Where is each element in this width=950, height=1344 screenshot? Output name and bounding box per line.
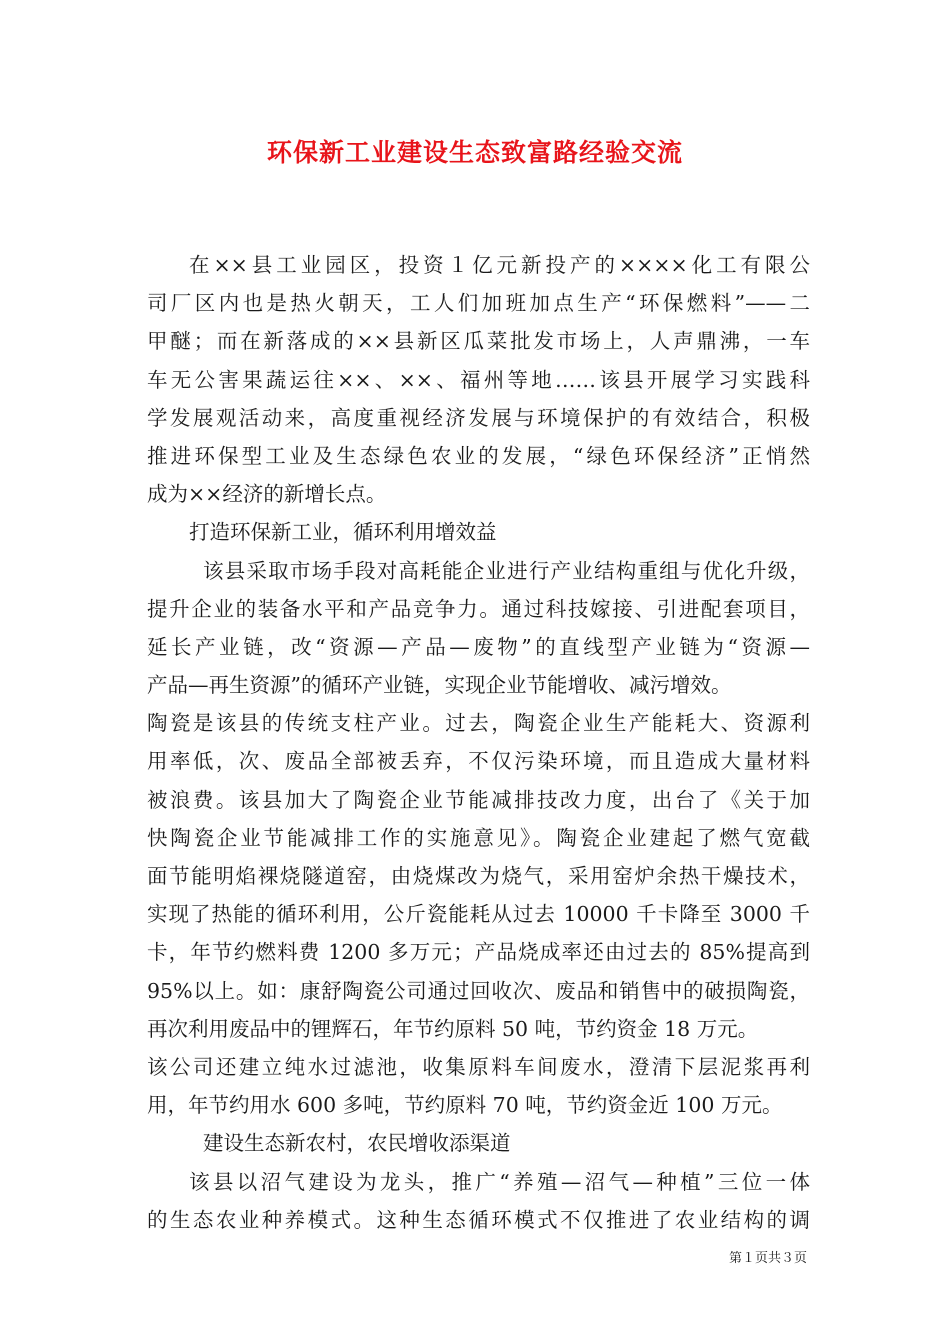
document-body bbox=[147, 246, 810, 1239]
body-line: 学发展观活动来，高度重视经济发展与环境保护的有效结合，积极 bbox=[147, 405, 810, 430]
body-line: 面节能明焰裸烧隧道窑，由烧煤改为烧气，采用窑炉余热干燥技术， bbox=[147, 864, 810, 888]
body-line: 的生态农业种养模式。这种生态循环模式不仅推进了农业结构的调 bbox=[147, 1207, 810, 1232]
body-line: 甲醚；而在新落成的××县新区瓜菜批发市场上，人声鼎沸，一车 bbox=[147, 329, 810, 354]
body-line: 95%以上。如：康舒陶瓷公司通过回收次、废品和销售中的破损陶瓷， bbox=[147, 978, 810, 1003]
body-line: 提升企业的装备水平和产品竞争力。通过科技嫁接、引进配套项目， bbox=[147, 596, 810, 621]
body-line: 在××县工业园区，投资１亿元新投产的××××化工有限公 bbox=[189, 253, 810, 277]
body-line: 用，年节约用水 600 多吨，节约原料 70 吨，节约资金近 100 万元。 bbox=[147, 1093, 783, 1118]
body-line: 实现了热能的循环利用，公斤瓷能耗从过去 10000 千卡降至 3000 千 bbox=[147, 902, 810, 927]
document-title: 环保新工业建设生态致富路经验交流 bbox=[266, 138, 683, 167]
body-line: 车无公害果蔬运往××、××、福州等地……该县开展学习实践科 bbox=[147, 367, 810, 392]
section-heading: 建设生态新农村，农民增收添渠道 bbox=[203, 1131, 511, 1156]
body-line: 再次利用废品中的锂辉石，年节约原料 50 吨，节约资金 18 万元。 bbox=[147, 1016, 759, 1041]
body-line: 司厂区内也是热火朝天，工人们加班加点生产“环保燃料”——二 bbox=[147, 291, 810, 316]
body-line: 产品—再生资源”的循环产业链，实现企业节能增收、减污增效。 bbox=[147, 673, 732, 698]
body-line: 成为××经济的新增长点。 bbox=[147, 482, 387, 507]
body-line: 该公司还建立纯水过滤池，收集原料车间废水，澄清下层泥浆再利 bbox=[147, 1054, 810, 1079]
page-number: 第１页共３页 bbox=[728, 1251, 807, 1266]
body-line: 被浪费。该县加大了陶瓷企业节能减排技改力度，出台了《关于加 bbox=[147, 787, 810, 812]
body-line: 延长产业链，改“资源—产品—废物”的直线型产业链为“资源— bbox=[147, 634, 810, 659]
body-line: 用率低，次、废品全部被丢弃，不仅污染环境，而且造成大量材料 bbox=[147, 749, 810, 774]
section-heading: 打造环保新工业，循环利用增效益 bbox=[189, 520, 497, 545]
body-line: 该县以沼气建设为龙头，推广“养殖—沼气—种植”三位一体 bbox=[189, 1169, 810, 1194]
body-line: 推进环保型工业及生态绿色农业的发展，“绿色环保经济”正悄然 bbox=[147, 443, 810, 468]
body-line: 陶瓷是该县的传统支柱产业。过去，陶瓷企业生产能耗大、资源利 bbox=[147, 711, 810, 736]
body-line: 卡，年节约燃料费 1200 多万元；产品烧成率还由过去的 85%提高到 bbox=[147, 940, 810, 965]
body-line: 快陶瓷企业节能减排工作的实施意见》。陶瓷企业建起了燃气宽截 bbox=[147, 825, 810, 850]
body-line: 该县采取市场手段对高耗能企业进行产业结构重组与优化升级， bbox=[203, 558, 810, 583]
